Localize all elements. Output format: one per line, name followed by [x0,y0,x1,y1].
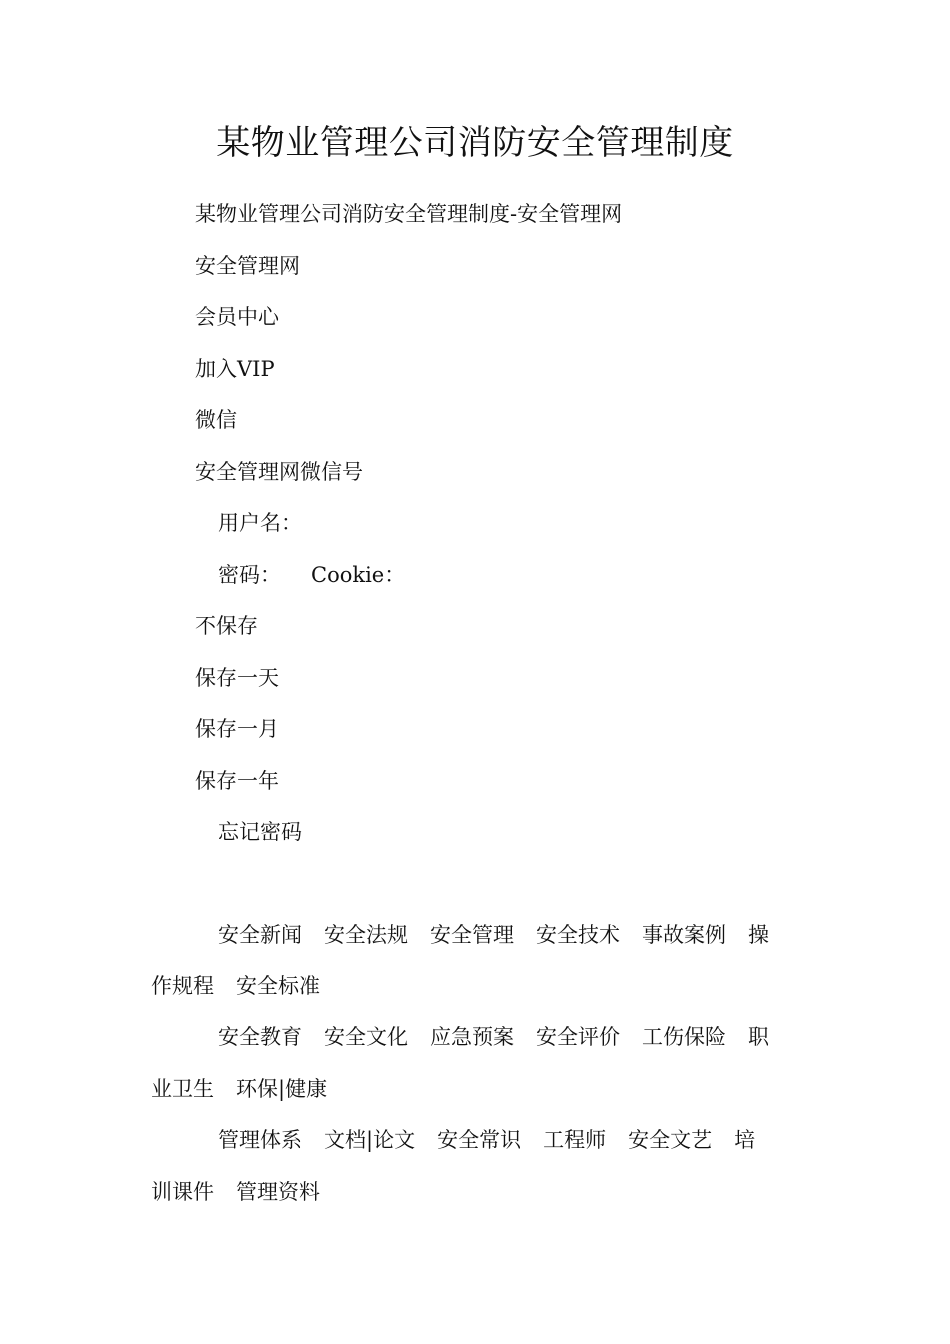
nav-link[interactable]: 安全文化 [324,1025,408,1049]
cookie-option-month[interactable]: 保存一月 [195,717,279,741]
nav-row-3-continued [151,1177,342,1207]
forgot-password-link[interactable]: 忘记密码 [218,820,302,844]
cookie-option-day[interactable]: 保存一天 [195,666,279,690]
nav-link[interactable]: 文档|论文 [324,1128,416,1152]
cookie-label: Cookie： [311,563,406,587]
nav-link[interactable]: 安全评价 [536,1025,620,1049]
password-cookie-row [218,560,405,590]
nav-link[interactable]: 工程师 [543,1128,607,1152]
wechat-id-text: 安全管理网微信号 [195,460,363,484]
nav-link[interactable]: 安全常识 [437,1128,522,1152]
nav-link[interactable]: 安全标准 [236,974,320,998]
wechat-link[interactable]: 微信 [195,408,237,432]
cookie-option-year[interactable]: 保存一年 [195,769,279,793]
nav-row-3 [218,1125,755,1155]
username-label: 用户名： [218,511,302,535]
nav-link[interactable]: 安全教育 [218,1025,302,1049]
member-center-link[interactable]: 会员中心 [195,305,279,329]
nav-row-1 [218,920,769,950]
nav-link[interactable]: 工伤保险 [642,1025,726,1049]
page-title: 某物业管理公司消防安全管理制度 [216,123,734,163]
nav-link[interactable]: 管理体系 [218,1128,302,1152]
nav-link[interactable]: 培 [734,1128,756,1152]
nav-link[interactable]: 职 [748,1025,769,1049]
nav-link[interactable]: 安全文艺 [628,1128,713,1152]
nav-link[interactable]: 管理资料 [236,1180,320,1204]
nav-row-2-continued [151,1074,349,1104]
password-label: 密码： [218,563,281,587]
nav-row-1-continued [151,971,342,1001]
nav-link[interactable]: 安全技术 [536,923,620,947]
nav-link[interactable]: 应急预案 [430,1025,514,1049]
subtitle-link[interactable]: 某物业管理公司消防安全管理制度-安全管理网 [195,202,623,226]
nav-link[interactable]: 安全管理 [430,923,514,947]
nav-link[interactable]: 作规程 [151,974,214,998]
nav-link[interactable]: 业卫生 [151,1077,214,1101]
site-name-link[interactable]: 安全管理网 [195,254,300,278]
nav-link[interactable]: 事故案例 [642,923,726,947]
nav-link[interactable]: 安全法规 [324,923,408,947]
nav-link[interactable]: 安全新闻 [218,923,302,947]
nav-link[interactable]: 训课件 [151,1180,214,1204]
nav-row-2 [218,1022,769,1052]
cookie-option-none[interactable]: 不保存 [195,614,258,638]
nav-link[interactable]: 操 [748,923,769,947]
nav-link[interactable]: 环保|健康 [236,1077,328,1101]
join-vip-link[interactable]: 加入VIP [195,357,275,381]
